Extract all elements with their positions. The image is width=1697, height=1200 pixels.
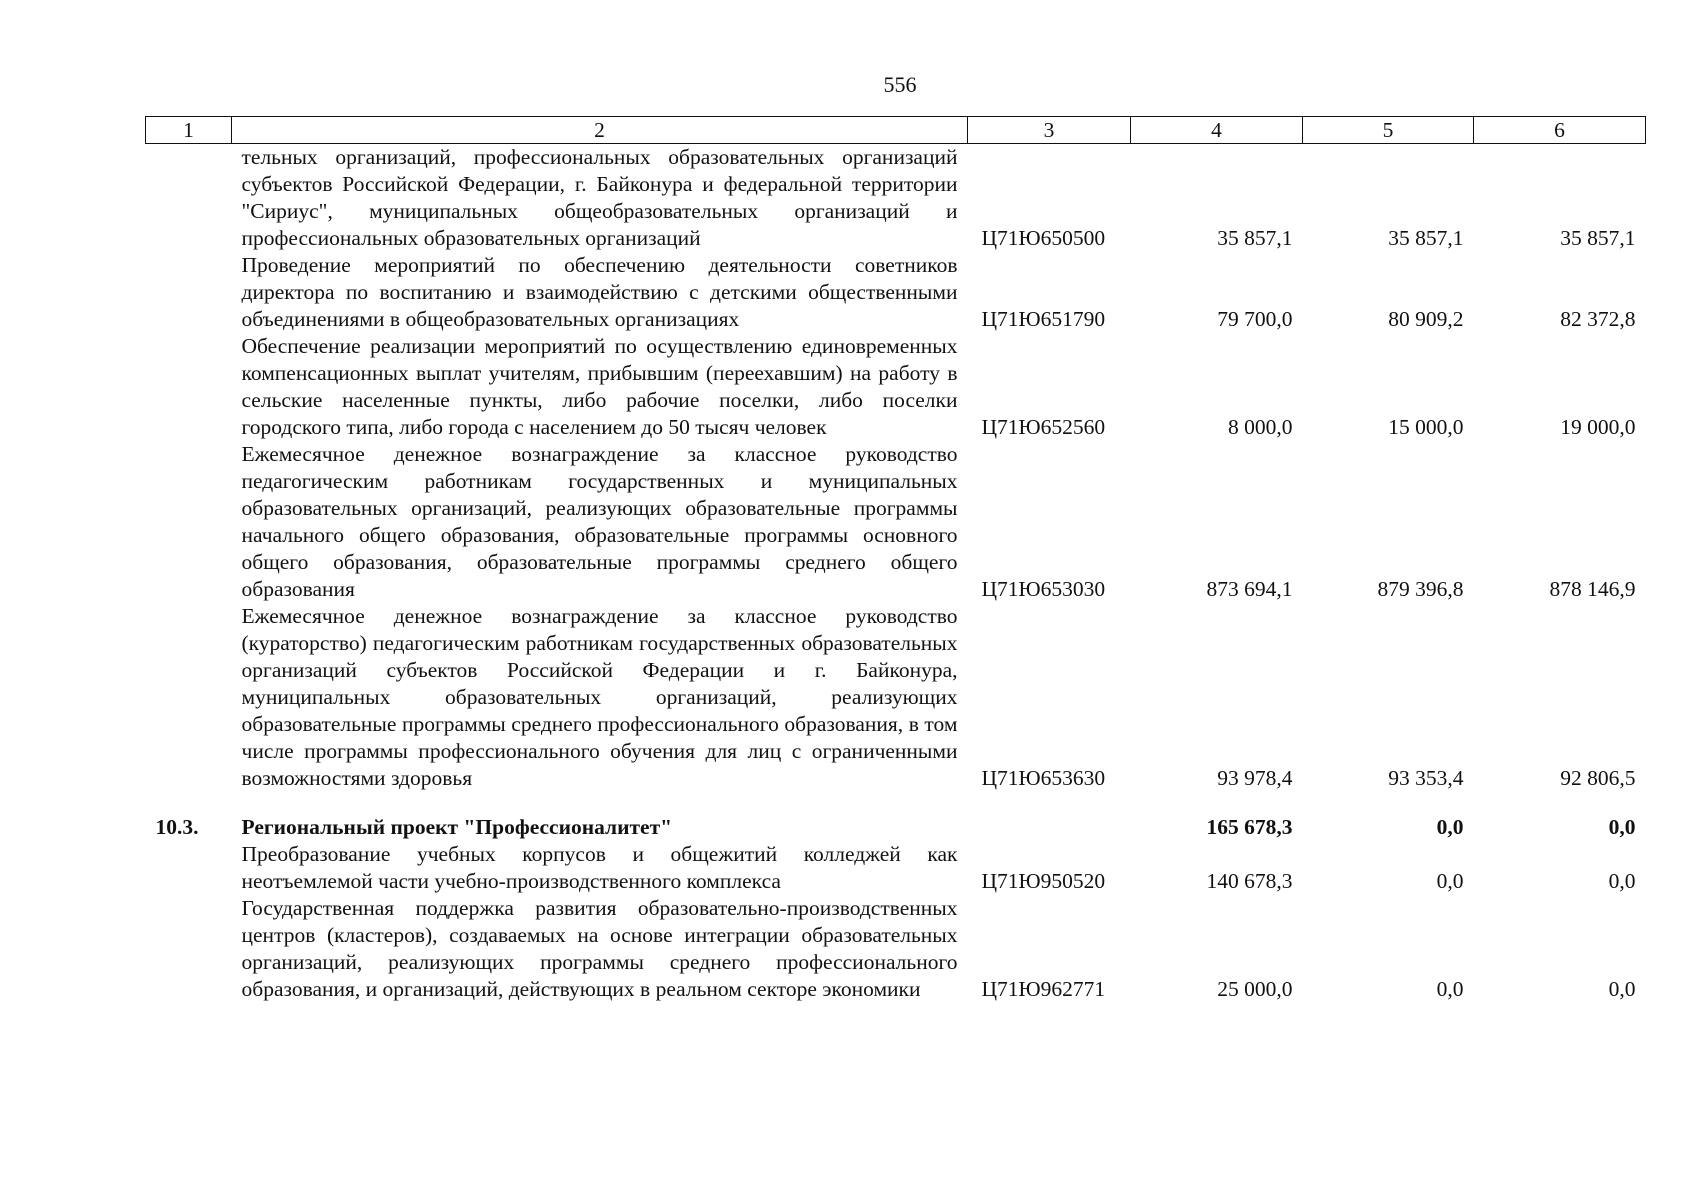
section-total-col5: 0,0 (1436, 815, 1464, 839)
row-name: Ежемесячное денежное вознаграждение за классное руководство (кураторство) педагогическим работникам государственных образовательных организаций субъектов Российской Федерации и г. Байконура, муниципальных образовательных организаций, реализующих образовательные программы среднего профессионального образования, в том числе программы профессионального обучения для лиц с ограниченными возможностями здоровья (241, 604, 958, 790)
column-header: 3 (968, 117, 1131, 144)
column-header: 5 (1303, 117, 1474, 144)
row-value-col6: 0,0 (1608, 869, 1636, 893)
row-value-col5: 15 000,0 (1388, 415, 1464, 439)
row-value-col6: 0,0 (1608, 977, 1636, 1001)
column-header: 4 (1131, 117, 1303, 144)
row-code: Ц71Ю650500 (981, 226, 1106, 250)
row-value-col4: 873 694,1 (1206, 577, 1293, 601)
row-value-col5: 93 353,4 (1388, 766, 1464, 790)
row-number (146, 144, 232, 253)
table-body (146, 144, 1646, 1004)
row-number (146, 603, 232, 792)
row-value-col6: 19 000,0 (1560, 415, 1636, 439)
row-value-col5: 0,0 (1436, 869, 1464, 893)
row-value-col4: 79 700,0 (1217, 307, 1293, 331)
row-code: Ц71Ю652560 (981, 415, 1106, 439)
table-row (146, 441, 1646, 603)
column-header: 6 (1474, 117, 1646, 144)
row-number (146, 841, 232, 895)
row-value-col4: 35 857,1 (1217, 226, 1293, 250)
row-number (146, 252, 232, 333)
table-header (146, 117, 1646, 144)
row-code: Ц71Ю653630 (981, 766, 1106, 790)
table-row (146, 144, 1646, 253)
row-code: Ц71Ю653030 (981, 577, 1106, 601)
row-value-col4: 140 678,3 (1206, 869, 1293, 893)
row-name: Проведение мероприятий по обеспечению деятельности советников директора по воспитанию и взаимодействию с детскими общественными объединениями в общеобразовательных организациях (241, 253, 958, 331)
row-value-col6: 92 806,5 (1560, 766, 1636, 790)
row-value-col5: 35 857,1 (1388, 226, 1464, 250)
row-name: Государственная поддержка развития образовательно-производственных центров (кластеров), создаваемых на основе интеграции образовательных организаций, реализующих программы среднего профессионального образования, и организаций, действующих в реальном секторе экономики (241, 896, 958, 1001)
row-code: Ц71Ю950520 (981, 869, 1106, 893)
row-value-col5: 879 396,8 (1377, 577, 1464, 601)
section-code (968, 792, 1131, 841)
row-name: Обеспечение реализации мероприятий по осуществлению единовременных компенсационных выплат учителям, прибывшим (переехавшим) на работу в сельские населенные пункты, либо рабочие поселки, либо поселки городского типа, либо города с населением до 50 тысяч человек (241, 334, 958, 439)
section-total-col6: 0,0 (1608, 815, 1636, 839)
section-total-col4: 165 678,3 (1206, 815, 1293, 839)
table-row (146, 252, 1646, 333)
table-row (146, 841, 1646, 895)
row-value-col5: 0,0 (1436, 977, 1464, 1001)
row-number (146, 333, 232, 441)
row-number (146, 895, 232, 1003)
row-code: Ц71Ю962771 (981, 977, 1106, 1001)
column-header: 1 (146, 117, 232, 144)
row-name: тельных организаций, профессиональных образовательных организаций субъектов Российской Федерации, г. Байконура и федеральной территории "Сириус", муниципальных общеобразовательных организаций и профессиональных образовательных организаций (241, 145, 958, 250)
row-code: Ц71Ю651790 (981, 307, 1106, 331)
section-title: Региональный проект "Профессионалитет" (241, 815, 673, 839)
column-header: 2 (232, 117, 968, 144)
table-row (146, 895, 1646, 1003)
row-value-col4: 25 000,0 (1217, 977, 1293, 1001)
section-row (146, 792, 1646, 841)
budget-table (145, 116, 1646, 1003)
row-value-col5: 80 909,2 (1388, 307, 1464, 331)
row-value-col4: 93 978,4 (1217, 766, 1293, 790)
section-number: 10.3. (155, 815, 199, 839)
row-name: Преобразование учебных корпусов и общежитий колледжей как неотъемлемой части учебно-производственного комплекса (241, 842, 958, 893)
column-numbers-row (146, 117, 1646, 144)
row-number (146, 441, 232, 603)
row-value-col4: 8 000,0 (1228, 415, 1293, 439)
row-value-col6: 878 146,9 (1549, 577, 1636, 601)
page-number: 556 (883, 72, 917, 97)
row-value-col6: 82 372,8 (1560, 307, 1636, 331)
row-value-col6: 35 857,1 (1560, 226, 1636, 250)
table-row (146, 603, 1646, 792)
row-name: Ежемесячное денежное вознаграждение за классное руководство педагогическим работникам государственных и муниципальных образовательных организаций, реализующих образовательные программы начального общего образования, образовательные программы основного общего образования, образовательные программы среднего общего образования (241, 442, 958, 601)
table-row (146, 333, 1646, 441)
